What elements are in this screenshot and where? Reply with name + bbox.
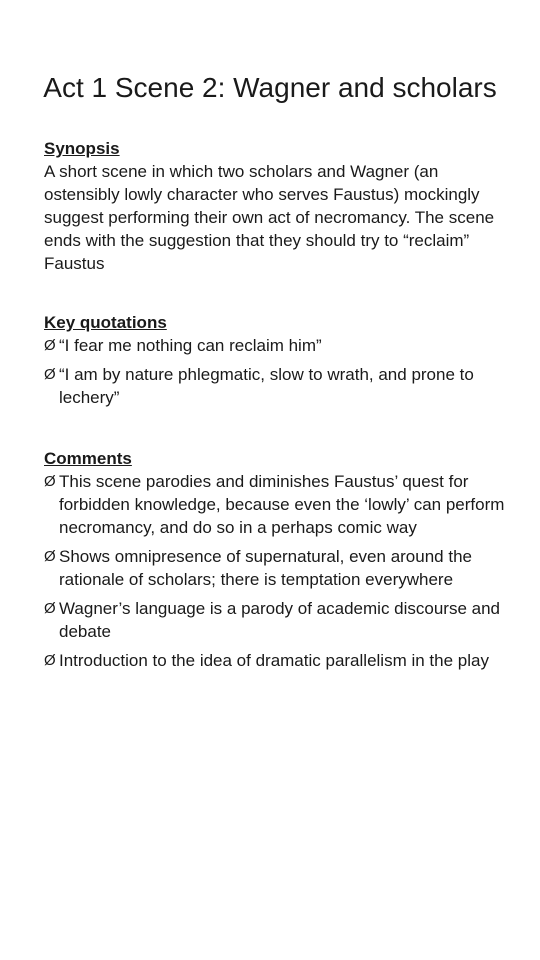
quotation-item bbox=[44, 334, 514, 357]
synopsis-heading: Synopsis bbox=[44, 139, 120, 158]
comment-text: This scene parodies and diminishes Faustus’ quest for forbidden knowledge, because even the ‘lowly’ can perform necromancy, and do so in a perhaps comic way bbox=[59, 472, 505, 537]
spacer bbox=[44, 275, 514, 311]
quotation-item bbox=[44, 363, 514, 409]
arrow-bullet-icon: Ø bbox=[44, 600, 56, 617]
comments-list bbox=[44, 470, 514, 672]
key-quotations-list bbox=[44, 334, 514, 409]
comment-item bbox=[44, 649, 514, 672]
comment-text: Wagner’s language is a parody of academic discourse and debate bbox=[59, 599, 501, 641]
arrow-bullet-icon: Ø bbox=[44, 473, 56, 490]
comment-text: Shows omnipresence of supernatural, even around the rationale of scholars; there is temptation everywhere bbox=[59, 547, 472, 589]
arrow-bullet-icon: Ø bbox=[44, 337, 56, 354]
synopsis-text: A short scene in which two scholars and Wagner (an ostensibly lowly character who serves Faustus) mockingly suggest performing their own act of necromancy. The scene ends with the suggestion that they should try to “reclaim” Faustus bbox=[44, 162, 495, 273]
quotation-text: “I fear me nothing can reclaim him” bbox=[59, 336, 322, 355]
quotation-text: “I am by nature phlegmatic, slow to wrath, and prone to lechery” bbox=[59, 365, 474, 407]
comment-text: Introduction to the idea of dramatic parallelism in the play bbox=[59, 651, 489, 670]
comment-item bbox=[44, 545, 514, 591]
spacer bbox=[44, 415, 514, 447]
key-quotations-heading: Key quotations bbox=[44, 313, 167, 332]
comment-item bbox=[44, 597, 514, 643]
arrow-bullet-icon: Ø bbox=[44, 548, 56, 565]
slide-content bbox=[44, 137, 514, 678]
comments-heading: Comments bbox=[44, 449, 132, 468]
slide-title: Act 1 Scene 2: Wagner and scholars bbox=[43, 72, 497, 103]
arrow-bullet-icon: Ø bbox=[44, 652, 56, 669]
comment-item bbox=[44, 470, 514, 539]
arrow-bullet-icon: Ø bbox=[44, 366, 56, 383]
